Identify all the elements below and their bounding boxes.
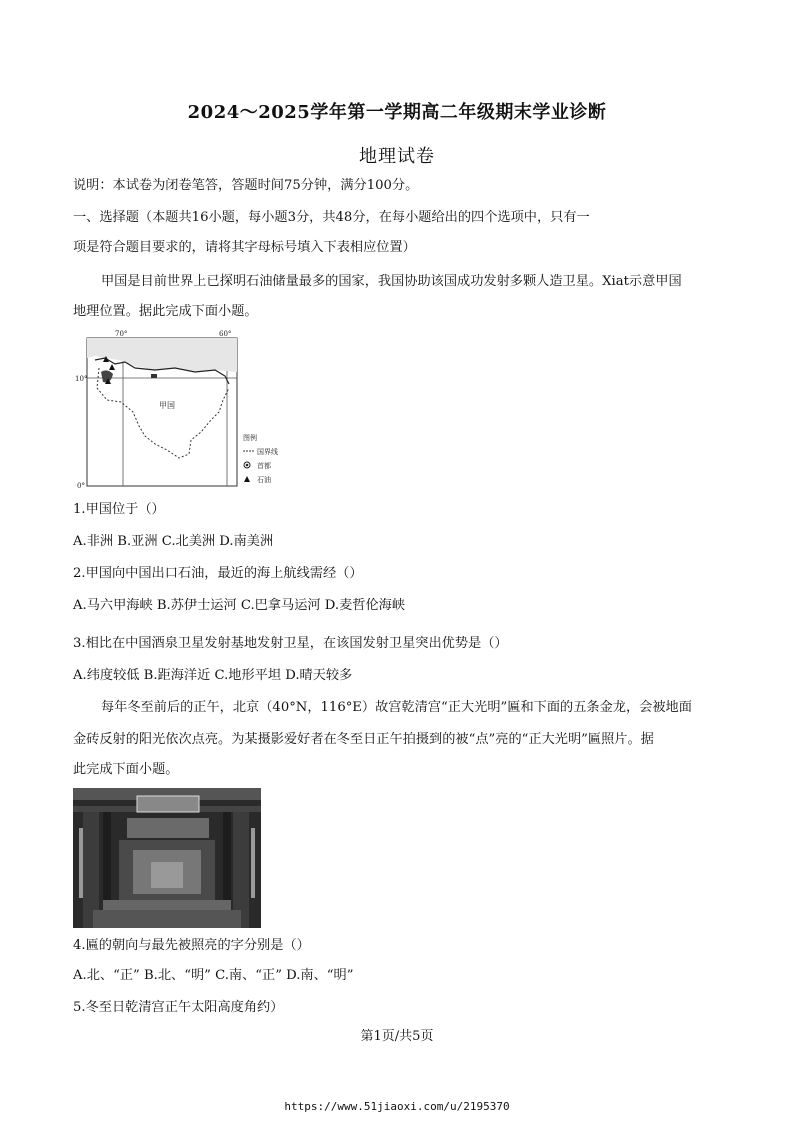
question-3-options: A.纬度较低 B.距海洋近 C.地形平坦 D.晴天较多 (73, 668, 353, 683)
legend-oil: 石油 (257, 476, 271, 484)
oil-legend-icon (244, 476, 250, 482)
map-lat-label: 0° (77, 482, 85, 490)
question-2: 2.甲国向中国出口石油，最近的海上航线需经（） (73, 566, 363, 581)
question-3: 3.相比在中国酒泉卫星发射基地发射卫星，在该国发射卫星突出优势是（） (73, 636, 508, 651)
map-country-label: 甲国 (159, 401, 175, 410)
exam-subtitle: 地理试卷 (359, 146, 435, 167)
legend-border: 国界线 (257, 448, 278, 456)
passage2-line2: 金砖反射的阳光依次点亮。为某摄影爱好者在冬至日正午拍摄到的被“点”亮的“正大光明”匾照片。据 (73, 732, 654, 747)
section1-line1: 一、选择题（本题共16小题，每小题3分，共48分，在每小题给出的四个选项中，只有一 (73, 210, 590, 225)
passage2-line1: 每年冬至前后的正午，北京（40°N，116°E）故宫乾清宫“正大光明”匾和下面的五条金龙，会被地面 (101, 700, 692, 715)
source-url[interactable]: https://www.51jiaoxi.com/u/2195370 (284, 1100, 510, 1113)
map-lon-label: 60° (219, 330, 232, 338)
country-map-figure (75, 328, 293, 490)
question-5: 5.冬至日乾清宫正午太阳高度角约） (73, 1000, 284, 1015)
capital-marker (151, 374, 157, 378)
passage1-line1: 甲国是目前世界上已探明石油储量最多的国家，我国协助该国成功发射多颗人造卫星。Xiat示意甲国 (101, 274, 682, 289)
exam-title: 2024～2025学年第一学期高二年级期末学业诊断 (187, 102, 607, 123)
question-4-options: A.北、“正” B.北、“明” C.南、“正” D.南、“明” (73, 968, 354, 983)
question-1-options: A.非洲 B.亚洲 C.北美洲 D.南美洲 (73, 534, 274, 549)
question-1: 1.甲国位于（） (73, 502, 165, 517)
map-lat-label: 10° (75, 375, 88, 383)
country-map (75, 328, 293, 490)
legend-title: 图例 (243, 434, 257, 442)
section1-line2: 项是符合题目要求的，请将其字母标号填入下表相应位置） (73, 240, 416, 255)
oil-icon (109, 364, 115, 370)
question-2-options: A.马六甲海峡 B.苏伊士运河 C.巴拿马运河 D.麦哲伦海峡 (73, 598, 406, 613)
legend-capital: 首都 (257, 462, 271, 470)
instructions: 说明：本试卷为闭卷笔答，答题时间75分钟，满分100分。 (73, 178, 419, 193)
palace-photo (73, 788, 261, 928)
passage1-line2: 地理位置。据此完成下面小题。 (73, 304, 258, 319)
map-lon-label: 70° (115, 330, 128, 338)
passage2-line3: 此完成下面小题。 (73, 762, 179, 777)
question-4: 4.匾的朝向与最先被照亮的字分别是（） (73, 938, 310, 953)
page-number: 第1页/共5页 (360, 1029, 434, 1044)
